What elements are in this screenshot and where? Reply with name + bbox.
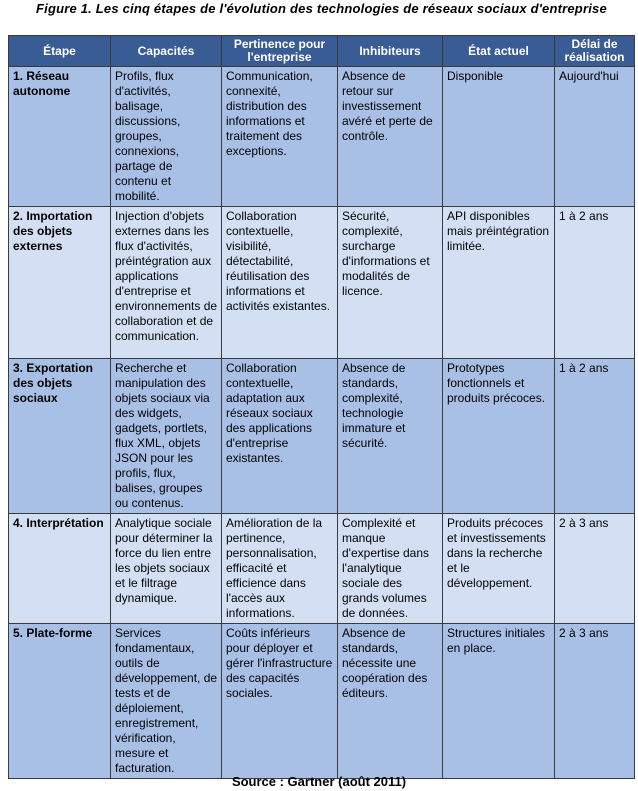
cell-capacites: Profils, flux d'activités, balisage, discussions, groupes, connexions, partage de contenu et mobilité. [111, 67, 222, 207]
header-pertinence: Pertinence pour l'entreprise [222, 36, 338, 67]
table-row [9, 207, 635, 359]
header-inhibiteurs: Inhibiteurs [338, 36, 443, 67]
cell-delai: 1 à 2 ans [555, 207, 635, 359]
header-etat-actuel: État actuel [443, 36, 555, 67]
header-delai: Délai de réalisation [555, 36, 635, 67]
cell-capacites: Analytique sociale pour déterminer la force du lien entre les objets sociaux et le filtrage dynamique. [111, 514, 222, 624]
table-row [9, 359, 635, 514]
cell-inhibiteurs: Absence de standards, complexité, technologie immature et sécurité. [338, 359, 443, 514]
cell-delai: 2 à 3 ans [555, 624, 635, 779]
cell-etat: Prototypes fonctionnels et produits précoces. [443, 359, 555, 514]
cell-capacites: Recherche et manipulation des objets sociaux via des widgets, gadgets, portlets, flux XML, objets JSON pour les profils, flux, balises, groupes ou contenus. [111, 359, 222, 514]
cell-pertinence: Amélioration de la pertinence, personnalisation, efficacité et efficience dans l'accès aux informations. [222, 514, 338, 624]
cell-delai: 1 à 2 ans [555, 359, 635, 514]
header-capacites: Capacités [111, 36, 222, 67]
cell-etape: 2. Importation des objets externes [9, 207, 111, 359]
cell-pertinence: Coûts inférieurs pour déployer et gérer l'infrastructure des capacités sociales. [222, 624, 338, 779]
cell-inhibiteurs: Absence de retour sur investissement avéré et perte de contrôle. [338, 67, 443, 207]
cell-capacites: Services fondamentaux, outils de développement, de tests et de déploiement, enregistrement, vérification, mesure et facturation. [111, 624, 222, 779]
source-note: Source : Gartner (août 2011) [231, 774, 407, 789]
cell-inhibiteurs: Sécurité, complexité, surcharge d'informations et modalités de licence. [338, 207, 443, 359]
table-row [9, 624, 635, 779]
cell-pertinence: Collaboration contextuelle, visibilité, détectabilité, réutilisation des informations et activités existantes. [222, 207, 338, 359]
cell-etape: 4. Interprétation [9, 514, 111, 624]
cell-etape: 5. Plate-forme [9, 624, 111, 779]
cell-pertinence: Communication, connexité, distribution des informations et traitement des exceptions. [222, 67, 338, 207]
cell-delai: 2 à 3 ans [555, 514, 635, 624]
cell-capacites: Injection d'objets externes dans les flux d'activités, préintégration aux applications d'entreprise et environnements de collaboration et de communication. [111, 207, 222, 359]
cell-pertinence: Collaboration contextuelle, adaptation aux réseaux sociaux des applications d'entreprise existantes. [222, 359, 338, 514]
table-header-row [9, 36, 635, 67]
table-row [9, 67, 635, 207]
cell-etat: Produits précoces et investissements dans la recherche et le développement. [443, 514, 555, 624]
cell-etape: 1. Réseau autonome [9, 67, 111, 207]
cell-delai: Aujourd'hui [555, 67, 635, 207]
stages-table [8, 35, 635, 779]
table-row [9, 514, 635, 624]
figure-caption: Figure 1. Les cinq étapes de l'évolution des technologies de réseaux sociaux d'entreprise [36, 1, 607, 16]
header-etape: Étape [9, 36, 111, 67]
cell-etat: API disponibles mais préintégration limitée. [443, 207, 555, 359]
cell-inhibiteurs: Complexité et manque d'expertise dans l'analytique sociale des grands volumes de données. [338, 514, 443, 624]
cell-etape: 3. Exportation des objets sociaux [9, 359, 111, 514]
cell-etat: Structures initiales en place. [443, 624, 555, 779]
cell-etat: Disponible [443, 67, 555, 207]
cell-inhibiteurs: Absence de standards, nécessite une coopération des éditeurs. [338, 624, 443, 779]
